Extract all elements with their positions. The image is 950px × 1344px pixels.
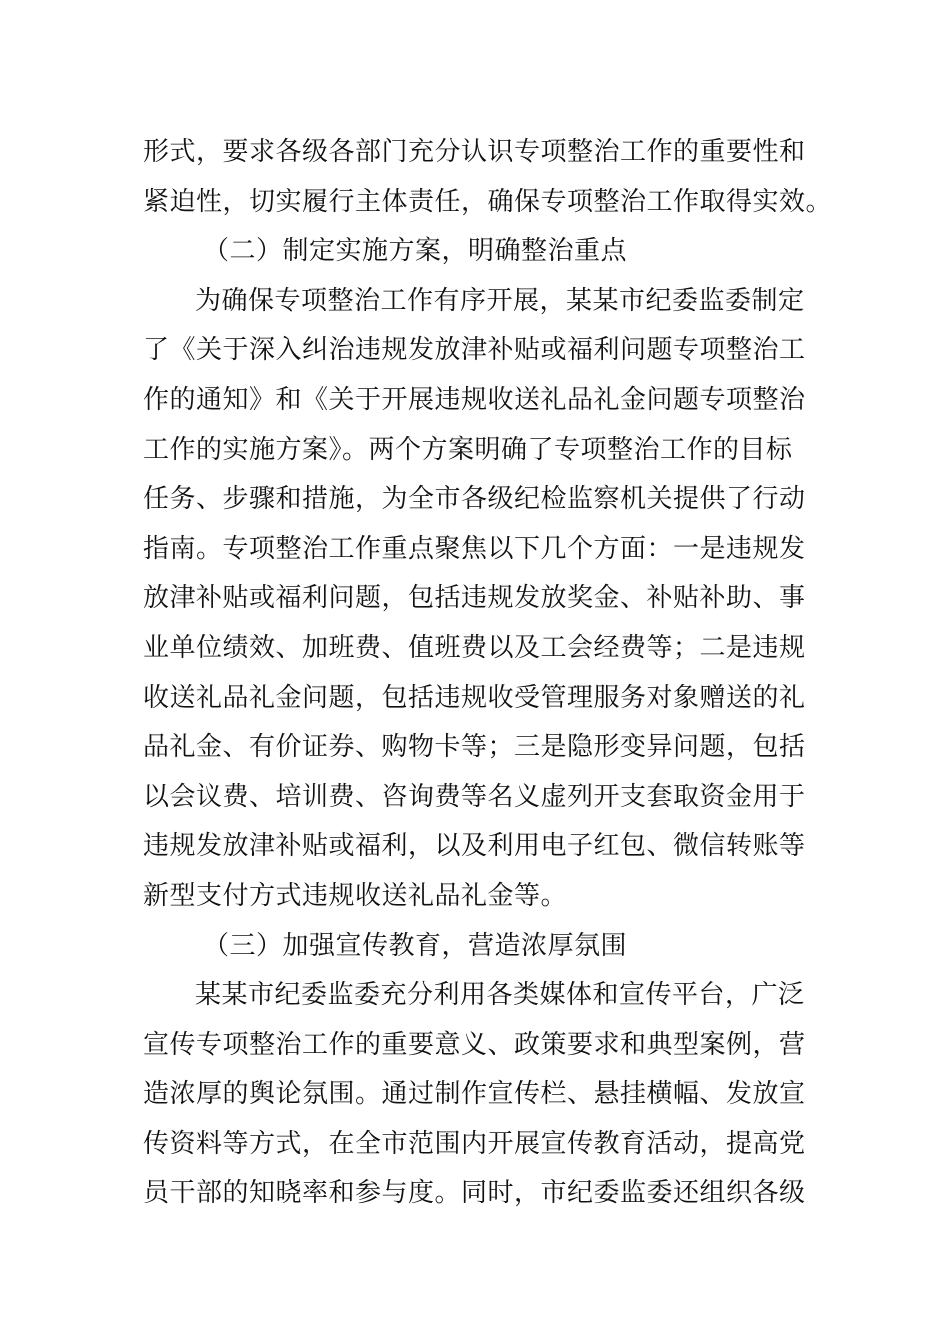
body-line: 以会议费、培训费、咨询费等名义虚列开支套取资金用于 [143,781,806,812]
section-heading: （二）制定实施方案，明确整治重点 [203,236,628,267]
body-line: 员干部的知晓率和参与度。同时，市纪委监委还组织各级 [143,1178,806,1209]
body-line: 作的通知》和《关于开展违规收送礼品礼金问题专项整治 [143,384,806,415]
body-line: 业单位绩效、加班费、值班费以及工会经费等；二是违规 [143,632,806,663]
body-line: 造浓厚的舆论氛围。通过制作宣传栏、悬挂横幅、发放宣 [143,1079,806,1110]
body-line: 放津补贴或福利问题，包括违规发放奖金、补贴补助、事 [143,583,806,614]
body-line: 了《关于深入纠治违规发放津补贴或福利问题专项整治工 [143,335,806,366]
body-line: 紧迫性，切实履行主体责任，确保专项整治工作取得实效。 [143,186,833,217]
body-line: 宣传专项整治工作的重要意义、政策要求和典型案例，营 [143,1029,806,1060]
paragraph-first-line: 为确保专项整治工作有序开展，某某市纪委监委制定 [195,285,805,316]
body-line: 品礼金、有价证券、购物卡等；三是隐形变异问题，包括 [143,732,806,763]
body-line: 形式，要求各级各部门充分认识专项整治工作的重要性和 [143,137,806,167]
section-heading: （三）加强宣传教育，营造浓厚氛围 [203,930,628,961]
body-line: 指南。专项整治工作重点聚焦以下几个方面：一是违规发 [143,533,806,564]
body-line: 收送礼品礼金问题，包括违规收受管理服务对象赠送的礼 [143,682,806,713]
document-body [143,128,833,1219]
paragraph-first-line: 某某市纪委监委充分利用各类媒体和宣传平台，广泛 [195,980,805,1011]
body-line: 传资料等方式，在全市范围内开展宣传教育活动，提高党 [143,1128,806,1159]
body-line: 违规发放津补贴或福利，以及利用电子红包、微信转账等 [143,831,806,862]
body-line: 任务、步骤和措施，为全市各级纪检监察机关提供了行动 [143,484,806,515]
body-line: 新型支付方式违规收送礼品礼金等。 [143,880,568,911]
body-line: 工作的实施方案》。两个方案明确了专项整治工作的目标 [143,434,793,465]
